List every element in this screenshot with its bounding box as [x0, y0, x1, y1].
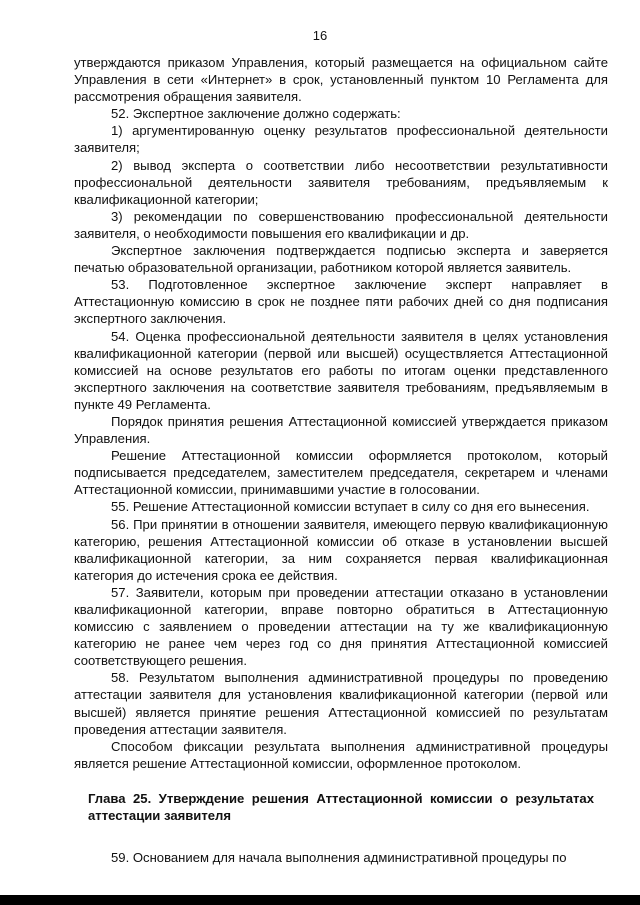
paragraph-decision-order: Порядок принятия решения Аттестационной комиссией утверждается приказом Управления.: [74, 413, 608, 447]
page-number: 16: [312, 28, 328, 43]
paragraph-54: 54. Оценка профессиональной деятельности заявителя в целях установления квалификационной категории (первой или высшей) осуществляется Аттестационной комиссией на основе результатов его работы по итогам оценки представленного экспертного заключения на соответствие заявителя требованиям, предъявляемым в пункте 49 Регламента.: [74, 328, 608, 412]
document-body: [74, 54, 608, 866]
paragraph-expert-signature: Экспертное заключения подтверждается подписью эксперта и заверяется печатью образовательной организации, работником которой является заявитель.: [74, 243, 608, 276]
paragraph-58: 58. Результатом выполнения административной процедуры по проведению аттестации заявителя для установления квалификационной категории (первой или высшей) является принятие решения Аттестационной комиссией по результатам проведения аттестации заявителя.: [74, 670, 608, 737]
scan-bottom-border: [0, 895, 640, 905]
paragraph-fixation: Способом фиксации результата выполнения административной процедуры является решение Аттестационной комиссии, оформленное протоколом.: [74, 738, 608, 771]
paragraph-57: 57. Заявители, которым при проведении аттестации отказано в установлении квалификационной категории, вправе повторно обратиться в Аттестационную комиссию с заявлением о проведении аттестации на ту же квалификационную категорию не ранее чем через год со дня принятия Аттестационной комиссией соответствующего решения.: [74, 584, 608, 669]
paragraph-56: 56. При принятии в отношении заявителя, имеющего первую квалификационную категорию, решения Аттестационной комиссии об отказе в установлении высшей квалификационной категории, за ним сохраняется первая квалификационная категория до истечения срока ее действия.: [74, 516, 608, 583]
paragraph-52-item-3: 3) рекомендации по совершенствованию профессиональной деятельности заявителя, о необходимости повышения его квалификации и др.: [74, 208, 608, 241]
paragraph-53: 53. Подготовленное экспертное заключение эксперт направляет в Аттестационную комиссию в срок не позднее пяти рабочих дней со дня подписания экспертного заключения.: [74, 277, 608, 327]
paragraph-55: 55. Решение Аттестационной комиссии вступает в силу со дня его вынесения.: [111, 499, 590, 515]
paragraph-52-item-2: 2) вывод эксперта о соответствии либо несоответствии результативности профессиональной деятельности заявителя требованиям, предъявляемым к квалификационной категории;: [74, 157, 608, 207]
paragraph-59: 59. Основанием для начала выполнения административной процедуры по: [111, 849, 567, 865]
paragraph-continuation: утверждаются приказом Управления, который размещается на официальном сайте Управления в сети «Интернет» в срок, установленный пунктом 10 Регламента для рассмотрения обращения заявителя.: [74, 55, 608, 105]
paragraph-52: 52. Экспертное заключение должно содержать:: [111, 106, 401, 122]
paragraph-decision-protocol: Решение Аттестационной комиссии оформляется протоколом, который подписывается председателем, заместителем председателя, секретарем и членами Аттестационной комиссии, принимавшими участие в голосовании.: [74, 448, 608, 498]
chapter-title: Глава 25. Утверждение решения Аттестационной комиссии о результатах аттестации заявителя: [88, 790, 594, 824]
paragraph-52-item-1: 1) аргументированную оценку результатов профессиональной деятельности заявителя;: [74, 123, 608, 156]
